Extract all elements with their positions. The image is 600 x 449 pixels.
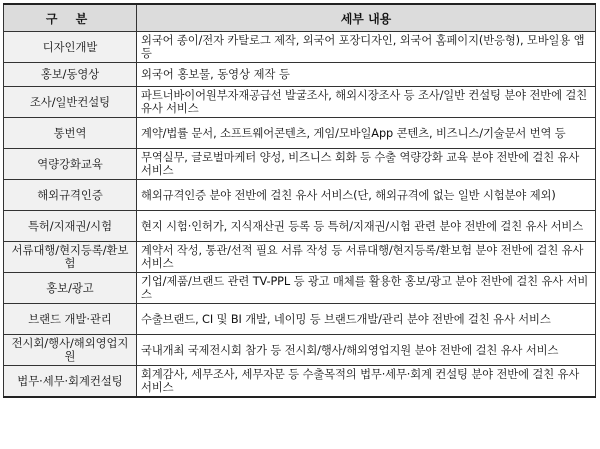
table-header-row (4, 4, 596, 32)
service-table-container (3, 3, 595, 398)
row-detail: 무역실무, 글로벌마케터 양성, 비즈니스 회화 등 수출 역량강화 교육 분야 전반에 걸친 유사 서비스 (137, 149, 596, 180)
row-category: 서류대행/현지등록/환보험 (4, 242, 137, 273)
row-detail: 파트너바이어원부자재공급선 발굴조사, 해외시장조사 등 조사/일반 컨설팅 분야 전반에 걸친 유사 서비스 (137, 87, 596, 118)
row-detail: 기업/제품/브랜드 관련 TV-PPL 등 광고 매체를 활용한 홍보/광고 분야 전반에 걸친 유사 서비스 (137, 273, 596, 304)
table-row (4, 273, 596, 304)
header-detail: 세부 내용 (137, 4, 596, 32)
table-row (4, 118, 596, 149)
table-row (4, 87, 596, 118)
row-category: 홍보/광고 (4, 273, 137, 304)
row-category: 특허/지재권/시험 (4, 211, 137, 242)
table-row (4, 32, 596, 63)
row-category: 법무·세무·회계컨설팅 (4, 366, 137, 398)
table-row (4, 304, 596, 335)
row-detail: 외국어 홍보물, 동영상 제작 등 (137, 63, 596, 87)
table-row (4, 211, 596, 242)
row-category: 역량강화교육 (4, 149, 137, 180)
row-category: 해외규격인증 (4, 180, 137, 211)
row-detail: 수출브랜드, CI 및 BI 개발, 네이밍 등 브랜드개발/관리 분야 전반에 걸친 유사 서비스 (137, 304, 596, 335)
table-row (4, 335, 596, 366)
service-table (3, 3, 596, 398)
table-row (4, 63, 596, 87)
row-detail: 해외규격인증 분야 전반에 걸친 유사 서비스(단, 해외규격에 없는 일반 시험분야 제외) (137, 180, 596, 211)
row-detail: 외국어 종이/전자 카탈로그 제작, 외국어 포장디자인, 외국어 홈페이지(반응형), 모바일용 앱 등 (137, 32, 596, 63)
row-detail: 계약/법률 문서, 소프트웨어콘텐츠, 게임/모바일App 콘텐츠, 비즈니스/기술문서 번역 등 (137, 118, 596, 149)
row-detail: 국내개최 국제전시회 참가 등 전시회/행사/해외영업지원 분야 전반에 걸친 유사 서비스 (137, 335, 596, 366)
table-row (4, 149, 596, 180)
table-row (4, 242, 596, 273)
header-category: 구 분 (4, 4, 137, 32)
table-row (4, 366, 596, 398)
row-category: 디자인개발 (4, 32, 137, 63)
row-detail: 계약서 작성, 통관/선적 필요 서류 작성 등 서류대행/현지등록/환보험 분야 전반에 걸친 유사 서비스 (137, 242, 596, 273)
row-detail: 회계감사, 세무조사, 세무자문 등 수출목적의 법무·세무·회계 컨설팅 분야 전반에 걸친 유사 서비스 (137, 366, 596, 398)
row-category: 브랜드 개발·관리 (4, 304, 137, 335)
table-row (4, 180, 596, 211)
row-category: 통번역 (4, 118, 137, 149)
row-detail: 현지 시험·인허가, 지식재산권 등록 등 특허/지재권/시험 관련 분야 전반에 걸친 유사 서비스 (137, 211, 596, 242)
row-category: 조사/일반컨설팅 (4, 87, 137, 118)
row-category: 전시회/행사/해외영업지원 (4, 335, 137, 366)
row-category: 홍보/동영상 (4, 63, 137, 87)
